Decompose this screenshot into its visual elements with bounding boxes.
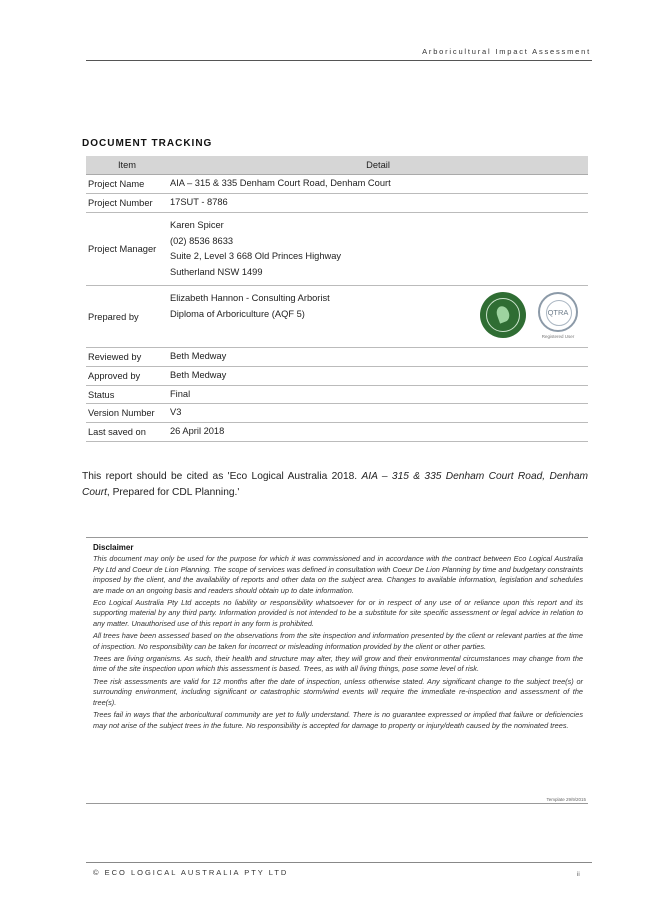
citation-suffix: , Prepared for CDL Planning.' xyxy=(106,487,240,498)
citation-prefix: This report should be cited as 'Eco Logical Australia 2018. xyxy=(82,471,362,482)
template-note: Template 29/9/2015 xyxy=(546,797,586,802)
citation-title: AIA – 315 & 335 Denham Court Road, Denham Court xyxy=(82,471,588,498)
disclaimer-bottom-rule xyxy=(86,803,588,804)
qtra-caption: Registered User xyxy=(541,334,575,339)
document-tracking-table xyxy=(86,156,588,442)
header-detail: Detail xyxy=(168,156,588,175)
qtra-badge xyxy=(538,292,578,339)
row-detail-line: Diploma of Arboriculture (AQF 5) xyxy=(170,308,305,319)
row-detail-line: 17SUT - 8786 xyxy=(170,197,228,208)
table-row xyxy=(86,404,588,423)
disclaimer-paragraph: This document may only be used for the purpose for which it was commissioned and in accordance with the contract between Eco Logical Australia Pty Ltd and Coeur de Lion Planning. The scope of services was defined in consultation with Coeur De Lion Planning by time and budgetary constraints imposed by the client, and the availability of reports and other data on the subject area. Changes to available information, legislation and schedules are made on an ongoing basis and readers should obtain up to date information. xyxy=(93,554,583,595)
table-row xyxy=(86,286,588,348)
row-item-label: Project Number xyxy=(86,194,168,213)
table-row xyxy=(86,367,588,386)
row-detail-line: Suite 2, Level 3 668 Old Princes Highway xyxy=(170,251,342,261)
disclaimer-box xyxy=(93,543,583,733)
row-item-label: Approved by xyxy=(86,367,168,386)
row-item-label: Version Number xyxy=(86,404,168,423)
row-detail-line: Beth Medway xyxy=(170,351,227,362)
row-detail-line: (02) 8536 8633 xyxy=(170,235,234,246)
row-item-label: Prepared by xyxy=(86,286,168,348)
disclaimer-paragraph: All trees have been assessed based on the observations from the site inspection and information presented by the client or relevant parties at the time of inspection. No responsibility can be taken for incorrect or misleading information provided by the client or other parties. xyxy=(93,631,583,651)
table-row xyxy=(86,423,588,442)
disclaimer-paragraph: Trees are living organisms. As such, their health and structure may alter, they will grow and their environmental circumstances may change from the time of the site inspection upon which this assessment is based. Trees, as with all living things, pose some level of risk. xyxy=(93,654,583,674)
row-detail-line: AIA – 315 & 335 Denham Court Road, Denham Court xyxy=(170,178,391,189)
row-item-label: Project Manager xyxy=(86,213,168,286)
footer-rule xyxy=(86,862,592,863)
table-row xyxy=(86,213,588,286)
disclaimer-paragraph: Trees fail in ways that the arboricultural community are yet to fully understand. There is no guarantee expressed or implied that failure or deficiencies may not arise of the subject trees in the future. No responsibility is accepted for damage to property or injury/death caused by the nominated trees. xyxy=(93,710,583,730)
qtra-logo-icon: QTRA xyxy=(538,292,578,332)
disclaimer-paragraph: Tree risk assessments are valid for 12 months after the date of inspection, unless otherwise stated. Any significant change to the subject tree(s) or surrounding environment, including significant or catastrophic storm/wind events will require the immediate re-inspection and assessment of the tree(s). xyxy=(93,676,583,707)
row-detail-line: Sutherland NSW 1499 xyxy=(170,266,263,277)
table-row xyxy=(86,175,588,194)
row-detail-line: 26 April 2018 xyxy=(170,426,225,437)
accreditation-badges xyxy=(480,292,578,339)
table-header-row xyxy=(86,156,588,175)
header-item: Item xyxy=(86,156,168,175)
row-detail-line: Karen Spicer xyxy=(170,220,224,230)
arboriculture-member-badge-icon xyxy=(480,292,526,338)
row-item-label: Reviewed by xyxy=(86,348,168,367)
disclaimer-top-rule xyxy=(86,537,588,538)
row-detail-line: Beth Medway xyxy=(170,370,227,381)
header-rule xyxy=(86,60,592,61)
page-number: ii xyxy=(577,872,580,878)
row-item-label: Project Name xyxy=(86,175,168,194)
table-row xyxy=(86,194,588,213)
section-title: DOCUMENT TRACKING xyxy=(82,138,213,149)
disclaimer-heading: Disclaimer xyxy=(93,543,134,552)
citation-text xyxy=(82,469,588,501)
table-row xyxy=(86,348,588,367)
row-item-label: Status xyxy=(86,386,168,404)
row-detail-line: Final xyxy=(170,388,191,399)
row-detail-line: Elizabeth Hannon - Consulting Arborist xyxy=(170,293,330,303)
disclaimer-paragraph: Eco Logical Australia Pty Ltd accepts no liability or responsibility whatsoever for or in respect of any use of or reliance upon this report and its supporting material by any third party. Information provided is not intended to be a substitute for site specific assessment or legal advice in relation to any matter. Unauthorised use of this report in any form is prohibited. xyxy=(93,598,583,628)
table-row xyxy=(86,386,588,404)
row-item-label: Last saved on xyxy=(86,423,168,442)
row-detail-line: V3 xyxy=(170,407,182,418)
page-header-title: Arboricultural Impact Assessment xyxy=(422,47,591,56)
footer-copyright: © ECO LOGICAL AUSTRALIA PTY LTD xyxy=(93,868,289,877)
